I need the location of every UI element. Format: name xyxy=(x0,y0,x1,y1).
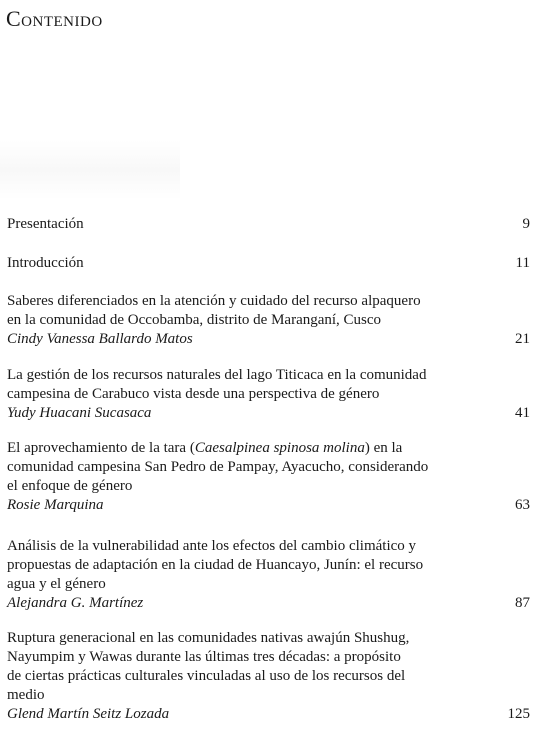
toc-entry-title-line: en la comunidad de Occobamba, distrito de Maranganí, Cusco xyxy=(7,312,382,328)
toc-entry-title-line xyxy=(7,439,530,458)
toc-entry-title-line: agua y el género xyxy=(7,576,106,592)
toc-entry-title-line: Ruptura generacional en las comunidades nativas awajún Shushug, xyxy=(7,630,410,646)
toc-entry-title-line: campesina de Carabuco vista desde una perspectiva de género xyxy=(7,386,380,402)
toc-entry-titicaca xyxy=(7,366,530,423)
author-name: Rosie Marquina xyxy=(7,497,104,513)
page-number: 21 xyxy=(515,331,530,347)
toc-entry-ruptura xyxy=(7,629,530,724)
author-name: Glend Martín Seitz Lozada xyxy=(7,706,170,722)
toc-row xyxy=(7,330,530,349)
page-number: 63 xyxy=(515,497,530,513)
page-number: 125 xyxy=(507,706,530,722)
toc-entry-title-line: Saberes diferenciados en la atención y cuidado del recurso alpaquero xyxy=(7,293,421,309)
scan-shading xyxy=(0,140,180,200)
species-name: Caesalpinea spinosa molina xyxy=(194,440,365,456)
toc-entry-title-line: Análisis de la vulnerabilidad ante los efectos del cambio climático y xyxy=(7,538,417,554)
author-name: Cindy Vanessa Ballardo Matos xyxy=(7,331,193,347)
toc-entry-title-line: el enfoque de género xyxy=(7,478,133,494)
toc-entry-tara xyxy=(7,439,530,515)
toc-row xyxy=(7,496,530,515)
toc-entry-title: Introducción xyxy=(7,255,84,271)
toc-entry-title-line: medio xyxy=(7,687,45,703)
toc-entry-title-line: Nayumpim y Wawas durante las últimas tres décadas: a propósito xyxy=(7,649,401,665)
toc-row xyxy=(7,705,530,724)
toc-entry-title-line: de ciertas prácticas culturales vinculadas al uso de los recursos del xyxy=(7,668,406,684)
toc-row xyxy=(7,254,530,273)
toc-entry-title-line: La gestión de los recursos naturales del lago Titicaca en la comunidad xyxy=(7,367,427,383)
toc-entry-vulnerabilidad xyxy=(7,537,530,613)
author-name: Yudy Huacani Sucasaca xyxy=(7,405,152,421)
toc-row xyxy=(7,215,530,234)
page-number: 87 xyxy=(515,595,530,611)
toc-row xyxy=(7,404,530,423)
toc-entry-title-line: comunidad campesina San Pedro de Pampay, Ayacucho, considerando xyxy=(7,459,429,475)
title-text: El aprovechamiento de la tara ( xyxy=(7,440,195,456)
author-name: Alejandra G. Martínez xyxy=(7,595,144,611)
page-number: 9 xyxy=(522,216,530,232)
title-text: ) en la xyxy=(364,440,403,456)
page-number: 11 xyxy=(515,255,530,271)
toc-entry-introduccion xyxy=(7,254,530,273)
toc-entry-presentacion xyxy=(7,215,530,234)
toc-entry-title: Presentación xyxy=(7,216,84,232)
toc-row xyxy=(7,594,530,613)
toc-entry-saberes xyxy=(7,292,530,349)
page-title: Contenido xyxy=(6,6,103,31)
page-number: 41 xyxy=(515,405,530,421)
toc-entry-title-line: propuestas de adaptación en la ciudad de Huancayo, Junín: el recurso xyxy=(7,557,424,573)
